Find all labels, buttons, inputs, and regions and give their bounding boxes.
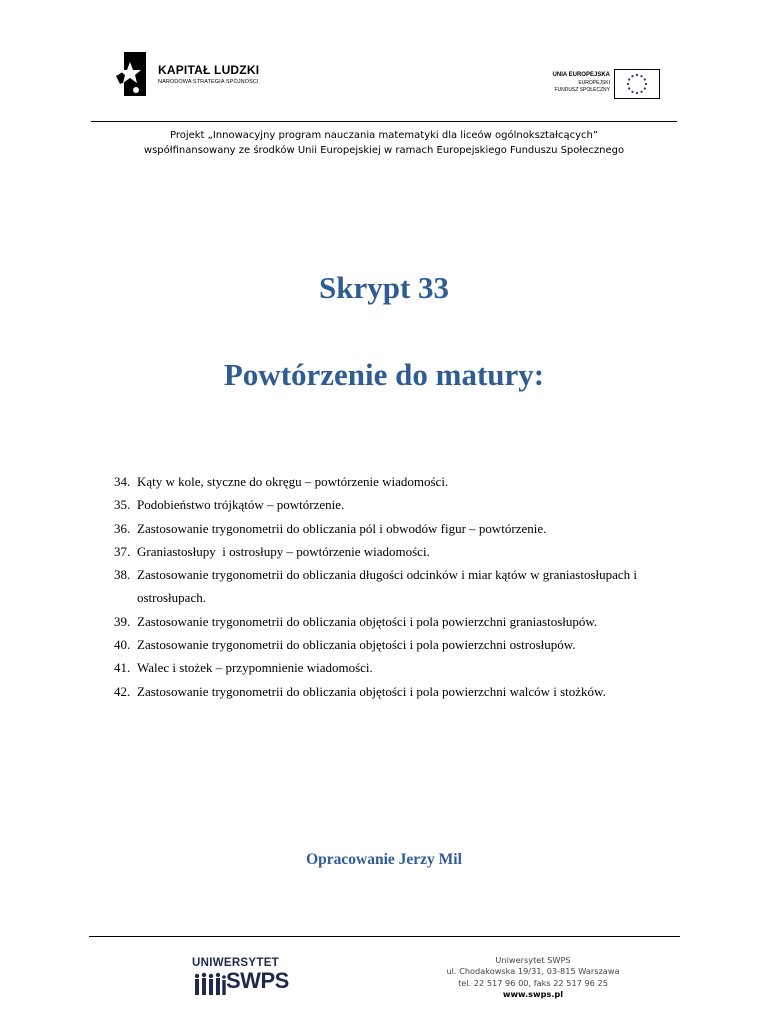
- kapital-ludzki-title: KAPITAŁ LUDZKI: [158, 63, 260, 77]
- topic-item: [114, 680, 694, 703]
- topic-item: [114, 493, 694, 516]
- document-subtitle: Powtórzenie do matury:: [223, 357, 545, 392]
- topic-number: 37.: [114, 543, 131, 559]
- document-title: Skrypt 33: [318, 270, 450, 305]
- address-phone: tel. 22 517 96 00, faks 22 517 96 25: [458, 977, 608, 988]
- eu-label-line2: EUROPEJSKI: [578, 80, 610, 86]
- eu-label-line3: FUNDUSZ SPOŁECZNY: [554, 87, 610, 93]
- topic-text: Graniastosłupy i ostrosłupy – powtórzenie wiadomości.: [137, 543, 430, 559]
- kapital-ludzki-subtitle: NARODOWA STRATEGIA SPÓJNOŚCI: [158, 79, 259, 85]
- topic-item: [114, 633, 694, 656]
- address-street: ul. Chodakowska 19/31, 03-815 Warszawa: [446, 966, 620, 977]
- topic-number: 35.: [114, 497, 131, 513]
- swps-logo-line1: UNIWERSYTET: [192, 957, 279, 969]
- topic-text: Zastosowanie trygonometrii do obliczania pól i obwodów figur – powtórzenie.: [137, 520, 547, 536]
- address-name: Uniwersytet SWPS: [495, 955, 571, 965]
- topic-text: Walec i stożek – przypomnienie wiadomości.: [137, 660, 373, 676]
- topic-item: [114, 470, 694, 493]
- topic-text: Zastosowanie trygonometrii do obliczania objętości i pola powierzchni walców i stożków.: [137, 683, 606, 699]
- topic-item: [114, 656, 694, 679]
- topic-item: [114, 563, 694, 610]
- swps-people-icon: [194, 972, 226, 996]
- topic-number: 34.: [114, 474, 131, 489]
- topic-item: [114, 517, 694, 540]
- project-line-1: Projekt „Innowacyjny program nauczania matematyki dla liceów ogólnokształcących”: [169, 130, 599, 141]
- topic-text: Zastosowanie trygonometrii do obliczania objętości i pola powierzchni ostrosłupów.: [137, 637, 576, 653]
- author-credit: Opracowanie Jerzy Mil: [306, 851, 462, 868]
- address-website-link[interactable]: www.swps.pl: [502, 988, 564, 999]
- topic-text: Zastosowanie trygonometrii do obliczania objętości i pola powierzchni graniastosłupów.: [137, 613, 598, 629]
- topic-number: 39.: [114, 613, 131, 629]
- topic-list: [114, 470, 694, 703]
- topic-number: 36.: [114, 520, 131, 536]
- topic-item: [114, 610, 694, 633]
- topic-number: 41.: [114, 660, 131, 676]
- header-divider: [91, 121, 677, 122]
- kapital-ludzki-emblem-icon: [116, 50, 150, 98]
- topic-text: Podobieństwo trójkątów – powtórzenie.: [137, 497, 345, 513]
- project-line-2: współfinansowany ze środków Unii Europejskiej w ramach Europejskiego Funduszu Społecznego: [143, 145, 625, 156]
- footer-address: [400, 955, 666, 1000]
- project-info: [0, 128, 768, 158]
- eu-flag-icon: [614, 69, 660, 99]
- topic-number: 40.: [114, 637, 131, 653]
- eu-label-line1: UNIA EUROPEJSKA: [552, 72, 610, 78]
- topic-number: 38.: [114, 567, 131, 583]
- topic-number: 42.: [114, 683, 131, 699]
- topic-text: Kąty w kole, styczne do okręgu – powtórzenie wiadomości.: [137, 474, 449, 489]
- topic-item: [114, 540, 694, 563]
- footer-divider: [89, 936, 680, 937]
- topic-text: Zastosowanie trygonometrii do obliczania długości odcinków i miar kątów w graniastosłupach i ostrosłupach.: [137, 567, 638, 606]
- swps-logo-line2: SWPS: [226, 968, 289, 993]
